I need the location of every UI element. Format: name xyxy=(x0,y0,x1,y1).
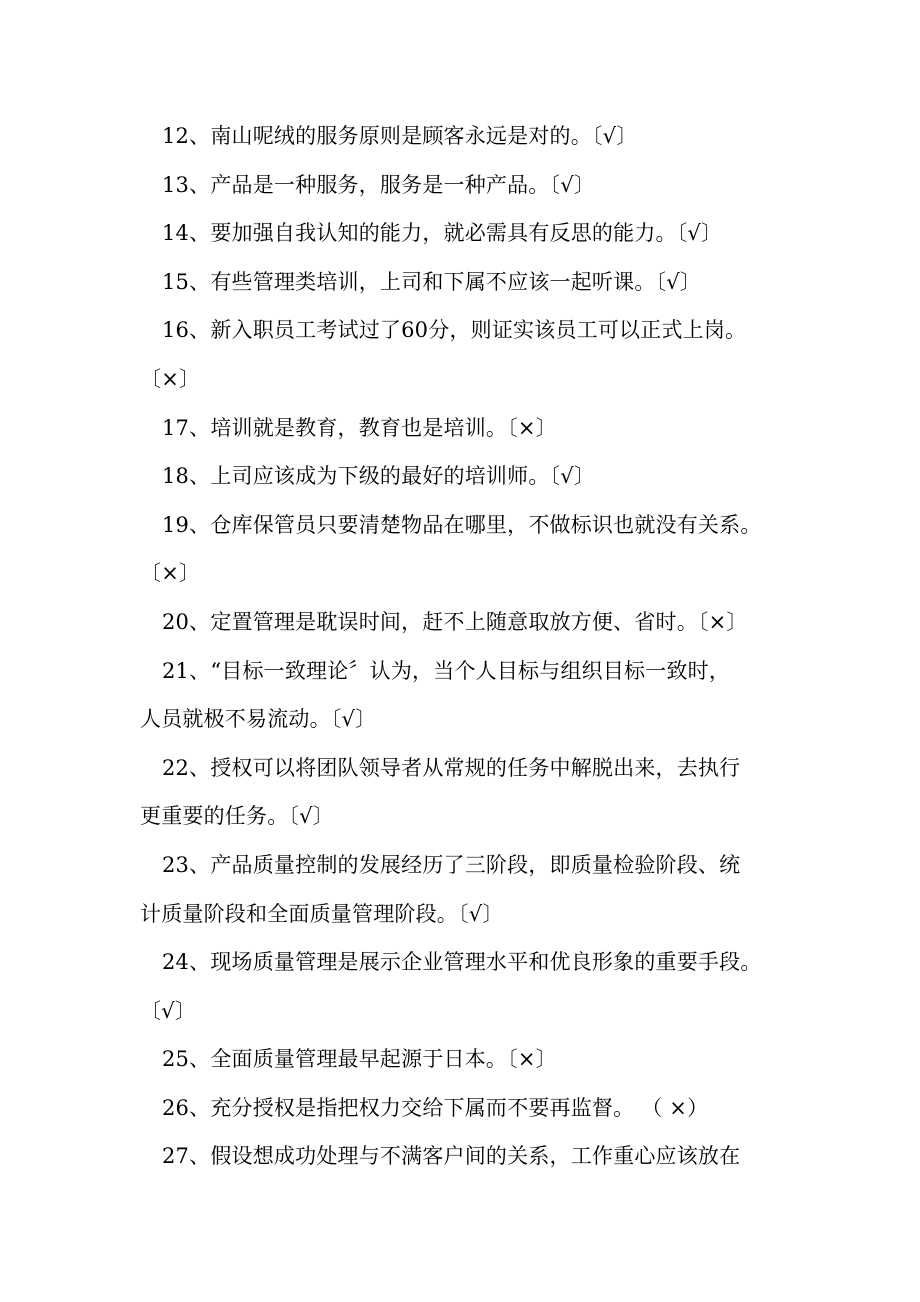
text-line-7: 17、培训就是教育，教育也是培训。〔×〕 xyxy=(162,415,557,440)
text-line-19: 〔√〕 xyxy=(140,998,196,1023)
text-line-13: 人员就极不易流动。〔√〕 xyxy=(140,707,377,732)
text-line-15: 更重要的任务。〔√〕 xyxy=(140,804,334,829)
text-line-1: 12、南山呢绒的服务原则是顾客永远是对的。〔√〕 xyxy=(162,124,638,148)
text-line-6: 〔×〕 xyxy=(140,366,201,391)
text-line-17: 计质量阶段和全面质量管理阶段。〔√〕 xyxy=(140,901,504,926)
text-line-10: 〔×〕 xyxy=(140,561,201,586)
text-line-11: 20、定置管理是耽误时间，赶不上随意取放方便、省时。〔×〕 xyxy=(162,609,748,634)
text-line-12: 21、“目标一致理论〞认为，当个人目标与组织目标一致时， xyxy=(162,658,731,683)
text-line-21: 26、充分授权是指把权力交给下属而不要再监督。 （ ×） xyxy=(162,1095,709,1120)
text-line-4: 15、有些管理类培训，上司和下属不应该一起听课。〔√〕 xyxy=(162,269,702,294)
text-line-20: 25、全面质量管理最早起源于日本。〔×〕 xyxy=(162,1047,557,1072)
text-line-16: 23、产品质量控制的发展经历了三阶段，即质量检验阶段、统 xyxy=(162,852,741,877)
text-line-3: 14、要加强自我认知的能力，就必需具有反思的能力。〔√〕 xyxy=(162,221,723,246)
text-line-2: 13、产品是一种服务，服务是一种产品。〔√〕 xyxy=(162,172,596,197)
document-body xyxy=(140,116,800,1185)
text-line-22: 27、假设想成功处理与不满客户间的关系，工作重心应该放在 xyxy=(162,1144,741,1169)
text-line-8: 18、上司应该成为下级的最好的培训师。〔√〕 xyxy=(162,464,596,489)
text-line-9: 19、仓库保管员只要清楚物品在哪里，不做标识也就没有关系。 xyxy=(162,512,762,537)
text-line-14: 22、授权可以将团队领导者从常规的任务中解脱出来，去执行 xyxy=(162,755,741,780)
text-line-5: 16、新入职员工考试过了60分，则证实该员工可以正式上岗。 xyxy=(162,318,747,343)
text-line-18: 24、现场质量管理是展示企业管理水平和优良形象的重要手段。 xyxy=(162,950,762,975)
